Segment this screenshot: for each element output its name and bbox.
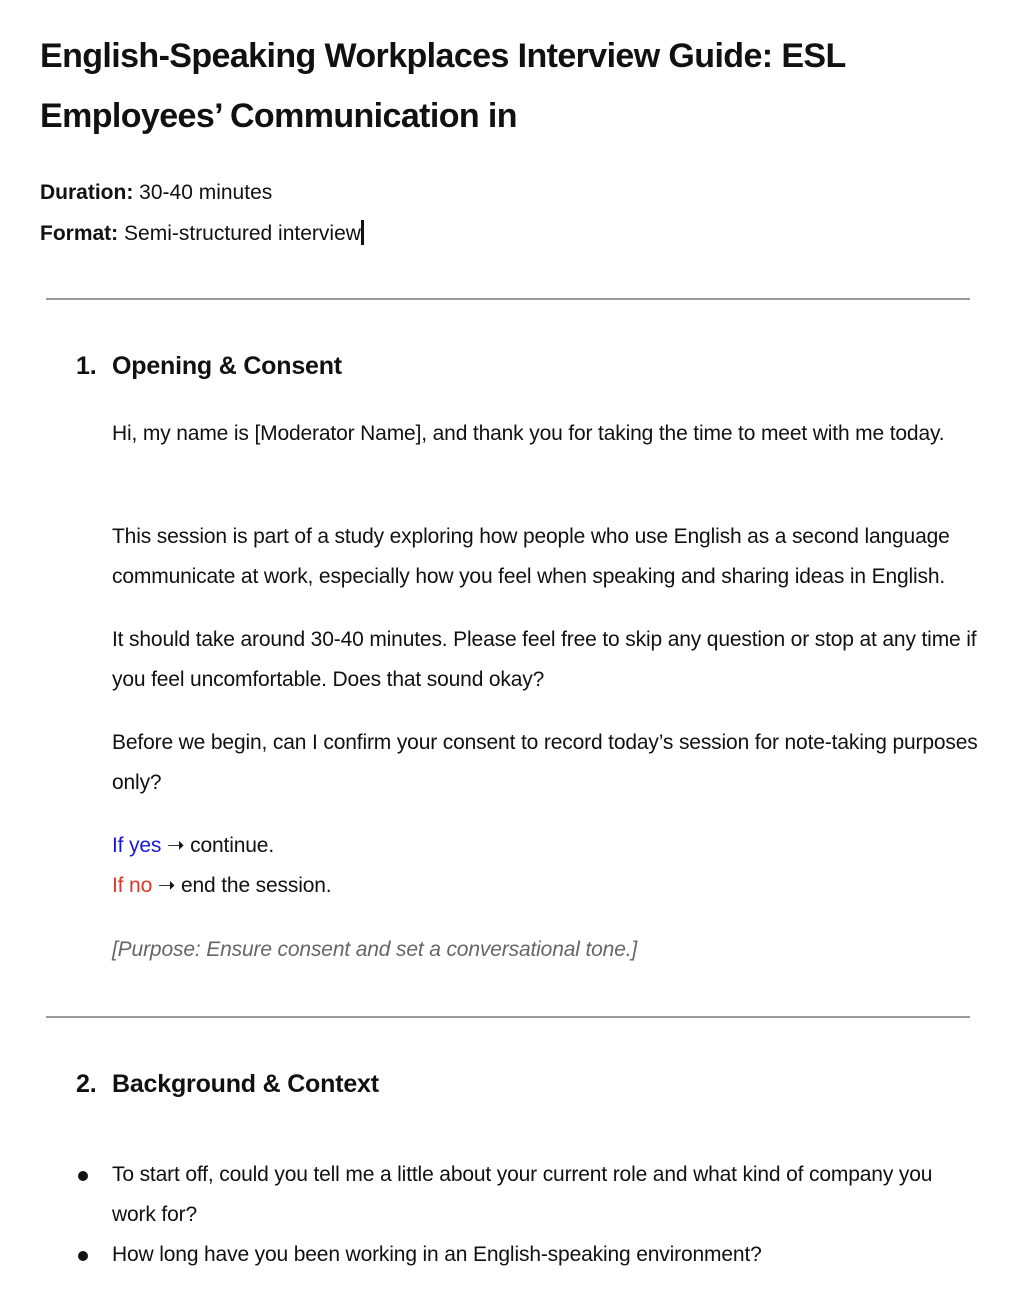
arrow-right-icon: ➝ — [166, 834, 185, 857]
purpose-note: [Purpose: Ensure consent and set a conversational tone.] — [112, 938, 638, 961]
text-cursor — [361, 220, 364, 245]
duration-line — [40, 180, 272, 206]
paragraph-consent-question: Before we begin, can I confirm your consent to record today’s session for note-taking purposes only? — [112, 731, 978, 794]
list-item — [76, 1155, 976, 1235]
format-value: Semi-structured interview — [124, 222, 361, 245]
section-title: Opening & Consent — [112, 352, 342, 380]
horizontal-rule — [46, 1016, 970, 1018]
section-number: 2. — [76, 1070, 97, 1098]
if-yes-action: continue. — [190, 834, 275, 857]
duration-value: 30-40 minutes — [139, 181, 273, 204]
question-text: To start off, could you tell me a little about your current role and what kind of company you work for? — [112, 1163, 933, 1226]
paragraph-study-intro: This session is part of a study exploring how people who use English as a second language communicate at work, especially how you feel when speaking and sharing ideas in English. — [112, 525, 950, 588]
arrow-right-icon: ➝ — [157, 874, 176, 897]
paragraph-duration-note: It should take around 30-40 minutes. Please feel free to skip any question or stop at any time if you feel uncomfortable. Does that sound okay? — [112, 628, 977, 691]
branch-no — [112, 866, 332, 906]
bullet-icon — [78, 1171, 88, 1181]
section-heading-background-context — [76, 1068, 379, 1100]
duration-label: Duration: — [40, 181, 134, 204]
question-text: How long have you been working in an English-speaking environment? — [112, 1243, 762, 1266]
section-title: Background & Context — [112, 1070, 379, 1098]
section-heading-opening-consent — [76, 350, 342, 382]
format-label: Format: — [40, 222, 119, 245]
list-item — [76, 1235, 976, 1275]
if-no-action: end the session. — [180, 874, 332, 897]
if-yes-label: If yes — [112, 834, 162, 857]
horizontal-rule — [46, 298, 970, 300]
branch-yes — [112, 826, 274, 866]
bullet-icon — [78, 1251, 88, 1261]
section-number: 1. — [76, 352, 97, 380]
format-line — [40, 220, 364, 247]
paragraph-greeting: Hi, my name is [Moderator Name], and thank you for taking the time to meet with me today. — [112, 422, 945, 445]
document-title: English-Speaking Workplaces Interview Guide: ESL Employees’ Communication in — [40, 37, 846, 135]
question-list — [76, 1155, 976, 1275]
if-no-label: If no — [112, 874, 153, 897]
